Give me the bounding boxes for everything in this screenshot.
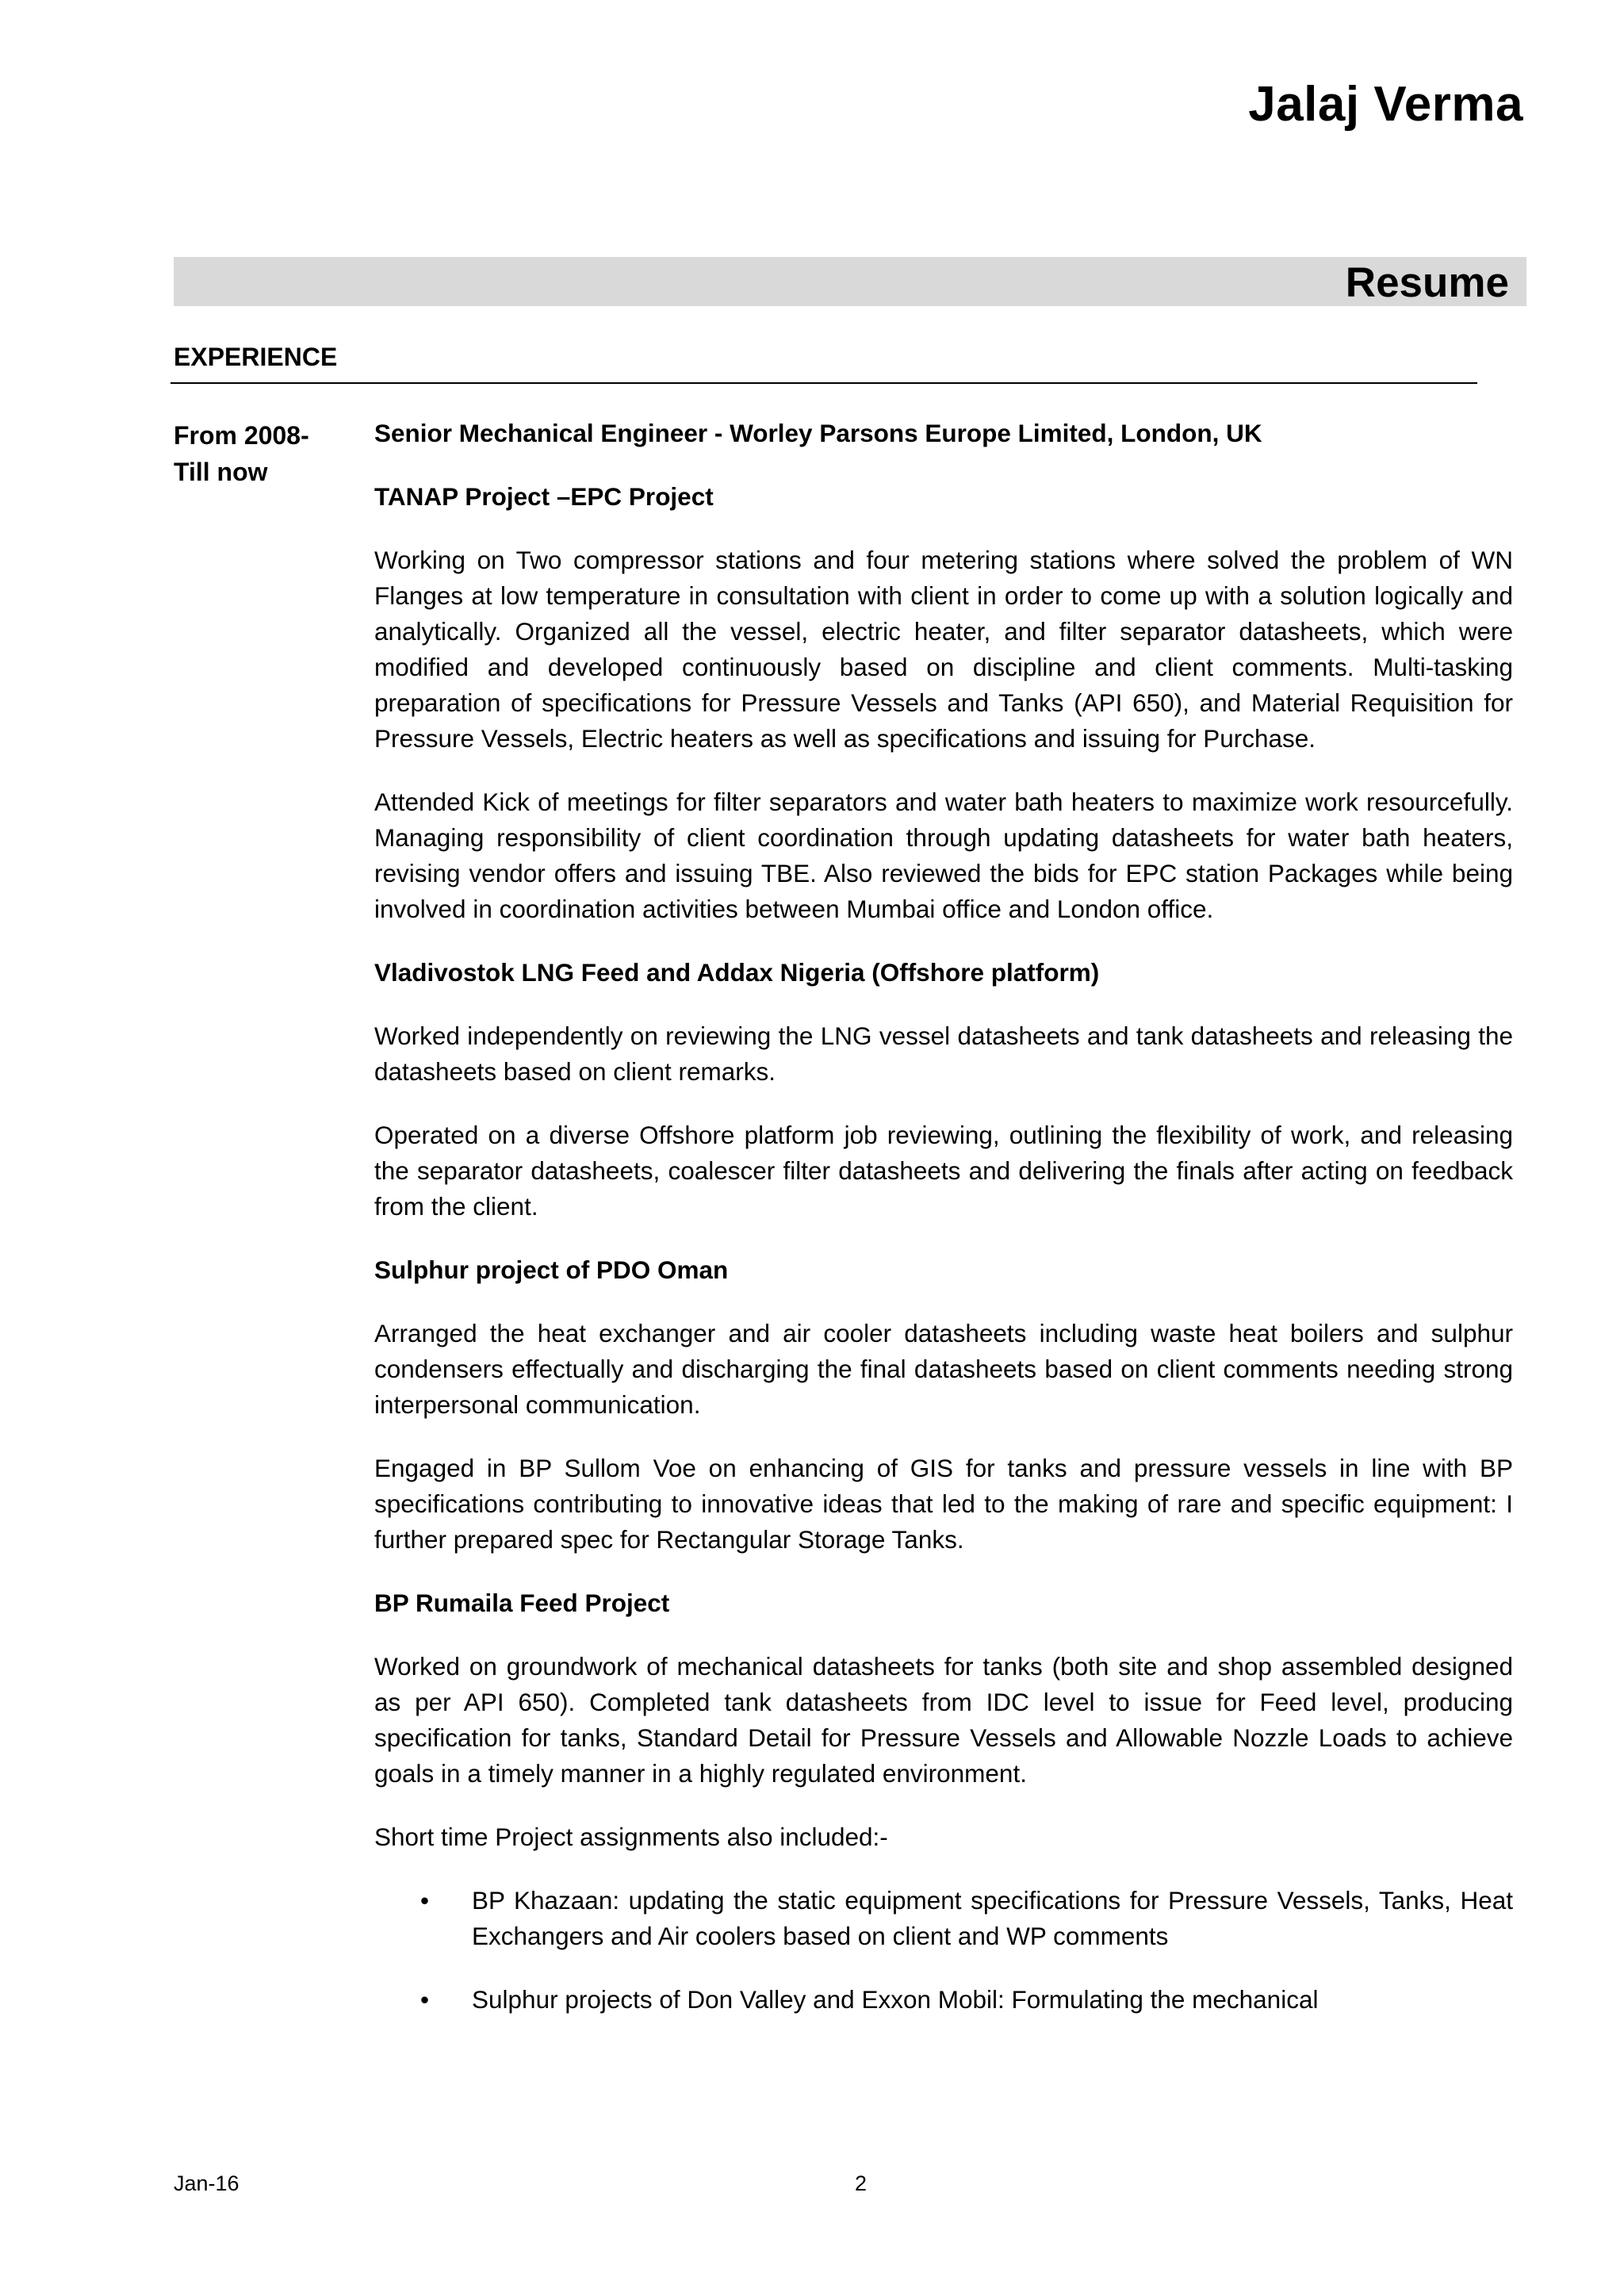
project-paragraph: Operated on a diverse Offshore platform job reviewing, outlining the flexibility of work, and releasing the separator datasheets, coalescer filter datasheets and delivering the finals after acting on feedback from the client. [374, 1121, 1513, 1221]
project-paragraph: Worked independently on reviewing the LNG vessel datasheets and tank datasheets and releasing the datasheets based on client remarks. [374, 1022, 1513, 1086]
project-heading: TANAP Project –EPC Project [374, 482, 714, 511]
project-paragraph: Working on Two compressor stations and four metering stations where solved the problem of WN Flanges at low temperature in consultation with client in order to come up with a solution logically and analytically. Organized all the vessel, electric heater, and filter separator datasheets, which were modified and developed continuously based on discipline and client comments. Multi-tasking preparation of specifications for Pressure Vessels and Tanks (API 650), and Material Requisition for Pressure Vessels, Electric heaters as well as specifications and issuing for Purchase. [374, 546, 1513, 753]
section-heading-experience: EXPERIENCE [174, 343, 338, 371]
list-item-text: Sulphur projects of Don Valley and Exxon Mobil: Formulating the mechanical [472, 1985, 1319, 2014]
resume-banner [174, 257, 1526, 306]
section-divider [170, 382, 1477, 384]
project-heading: Vladivostok LNG Feed and Addax Nigeria (Offshore platform) [374, 958, 1100, 987]
assignment-list [374, 1883, 1513, 2018]
list-item [374, 1982, 1513, 2018]
bullet-icon: • [420, 1886, 430, 1915]
period-end: Till now [174, 458, 268, 486]
project-heading: BP Rumaila Feed Project [374, 1589, 670, 1617]
project-paragraph: Arranged the heat exchanger and air cooler datasheets including waste heat boilers and sulphur condensers effectually and discharging the final datasheets based on client comments needing strong interpersonal communication. [374, 1319, 1513, 1419]
experience-content [374, 416, 1513, 2045]
list-item [374, 1883, 1513, 1954]
job-title: Senior Mechanical Engineer - Worley Parsons Europe Limited, London, UK [374, 419, 1262, 447]
project-paragraph: Short time Project assignments also included:- [374, 1823, 888, 1851]
project-paragraph: Attended Kick of meetings for filter separators and water bath heaters to maximize work resourcefully. Managing responsibility of client coordination through updating datasheets for water bath heaters, revising vendor offers and issuing TBE. Also reviewed the bids for EPC station Packages while being involved in coordination activities between Mumbai office and London office. [374, 788, 1513, 923]
project-paragraph: Engaged in BP Sullom Voe on enhancing of GIS for tanks and pressure vessels in line with BP specifications contributing to innovative ideas that led to the making of rare and specific equipment: I further prepared spec for Rectangular Storage Tanks. [374, 1454, 1513, 1554]
project-heading: Sulphur project of PDO Oman [374, 1255, 729, 1284]
bullet-icon: • [420, 1985, 430, 2014]
period-start: From 2008- [174, 421, 309, 450]
employment-period [174, 417, 332, 490]
page-number: 2 [855, 2171, 868, 2195]
list-item-text: BP Khazaan: updating the static equipment specifications for Pressure Vessels, Tanks, Heat Exchangers and Air coolers based on client and WP comments [472, 1886, 1513, 1950]
candidate-name: Jalaj Verma [1248, 77, 1523, 132]
project-paragraph: Worked on groundwork of mechanical datasheets for tanks (both site and shop assembled designed as per API 650). Completed tank datasheets from IDC level to issue for Feed level, producing specification for tanks, Standard Detail for Pressure Vessels and Allowable Nozzle Loads to achieve goals in a timely manner in a highly regulated environment. [374, 1652, 1513, 1788]
footer-date: Jan-16 [174, 2171, 239, 2195]
resume-label: Resume [1345, 259, 1509, 306]
